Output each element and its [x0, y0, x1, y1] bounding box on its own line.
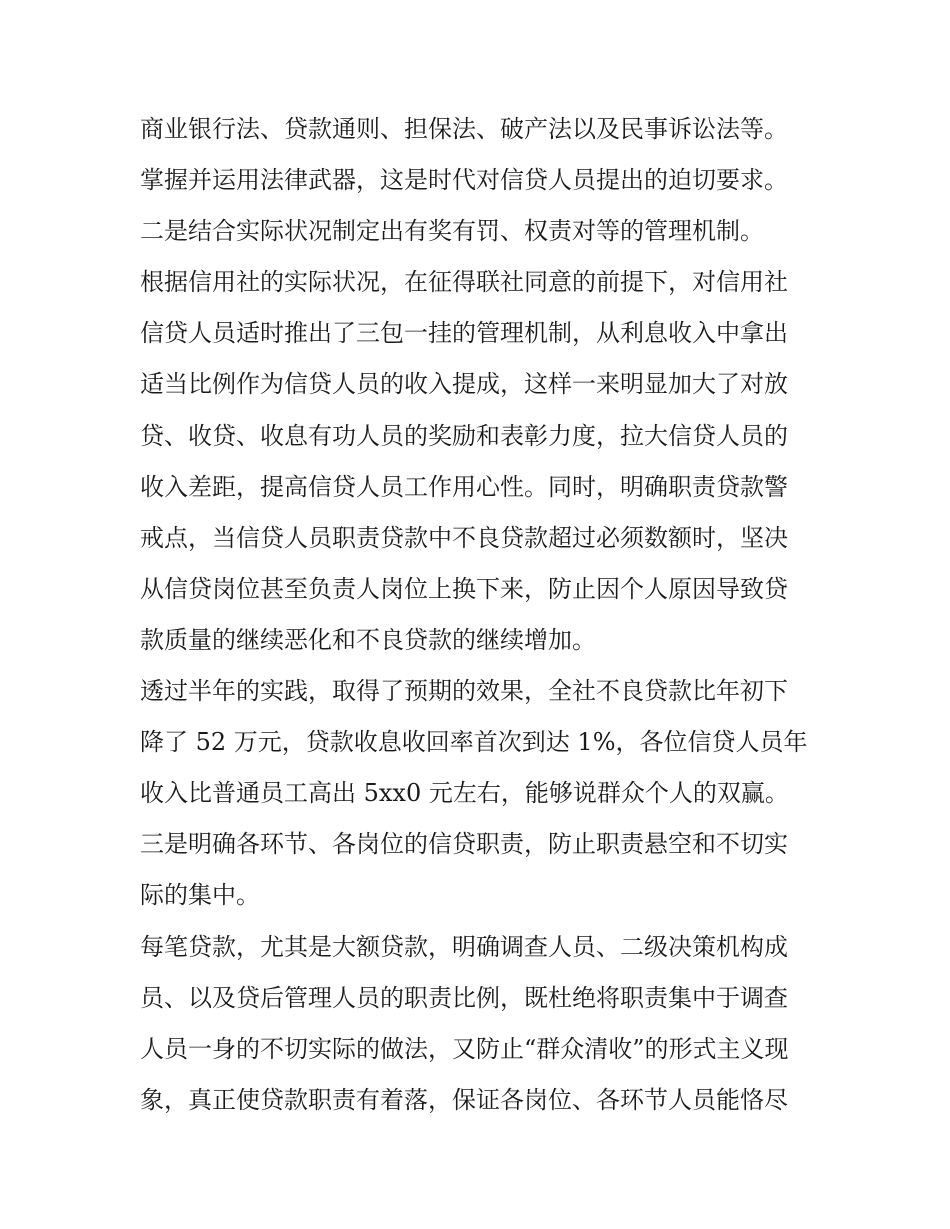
text-line: 二是结合实际状况制定出有奖有罚、权责对等的管理机制。 [140, 217, 764, 246]
text-line: 透过半年的实践，取得了预期的效果，全社不良贷款比年初下 [140, 677, 788, 706]
text-line: 根据信用社的实际状况，在征得联社同意的前提下，对信用社 [140, 268, 788, 297]
text-line: 款质量的继续恶化和不良贷款的继续增加。 [140, 625, 596, 654]
text-line: 降了 52 万元，贷款收息收回率首次到达 1%，各位信贷人员年 [140, 728, 808, 757]
text-line: 每笔贷款，尤其是大额贷款，明确调查人员、二级决策机构成 [140, 932, 788, 961]
text-line: 掌握并运用法律武器，这是时代对信贷人员提出的迫切要求。 [140, 166, 788, 195]
text-line: 适当比例作为信贷人员的收入提成，这样一来明显加大了对放 [140, 370, 788, 399]
text-line: 三是明确各环节、各岗位的信贷职责，防止职责悬空和不切实 [140, 830, 788, 859]
document-body [140, 104, 815, 1126]
text-line: 商业银行法、贷款通则、担保法、破产法以及民事诉讼法等。 [140, 115, 788, 143]
text-line: 从信贷岗位甚至负责人岗位上换下来，防止因个人原因导致贷 [140, 574, 788, 603]
text-line: 收入比普通员工高出 5xx0 元左右，能够说群众个人的双赢。 [140, 779, 789, 808]
text-line: 人员一身的不切实际的做法，又防止“群众清收”的形式主义现 [140, 1034, 789, 1063]
text-line: 贷、收贷、收息有功人员的奖励和表彰力度，拉大信贷人员的 [140, 421, 788, 450]
text-line: 信贷人员适时推出了三包一挂的管理机制，从利息收入中拿出 [140, 319, 788, 348]
text-line: 员、以及贷后管理人员的职责比例，既杜绝将职责集中于调查 [140, 983, 788, 1012]
text-line: 象，真正使贷款职责有着落，保证各岗位、各环节人员能恪尽 [140, 1085, 788, 1114]
text-line: 戒点，当信贷人员职责贷款中不良贷款超过必须数额时，坚决 [140, 523, 788, 552]
text-line: 收入差距，提高信贷人员工作用心性。同时，明确职责贷款警 [140, 472, 788, 501]
text-line: 际的集中。 [140, 881, 260, 910]
